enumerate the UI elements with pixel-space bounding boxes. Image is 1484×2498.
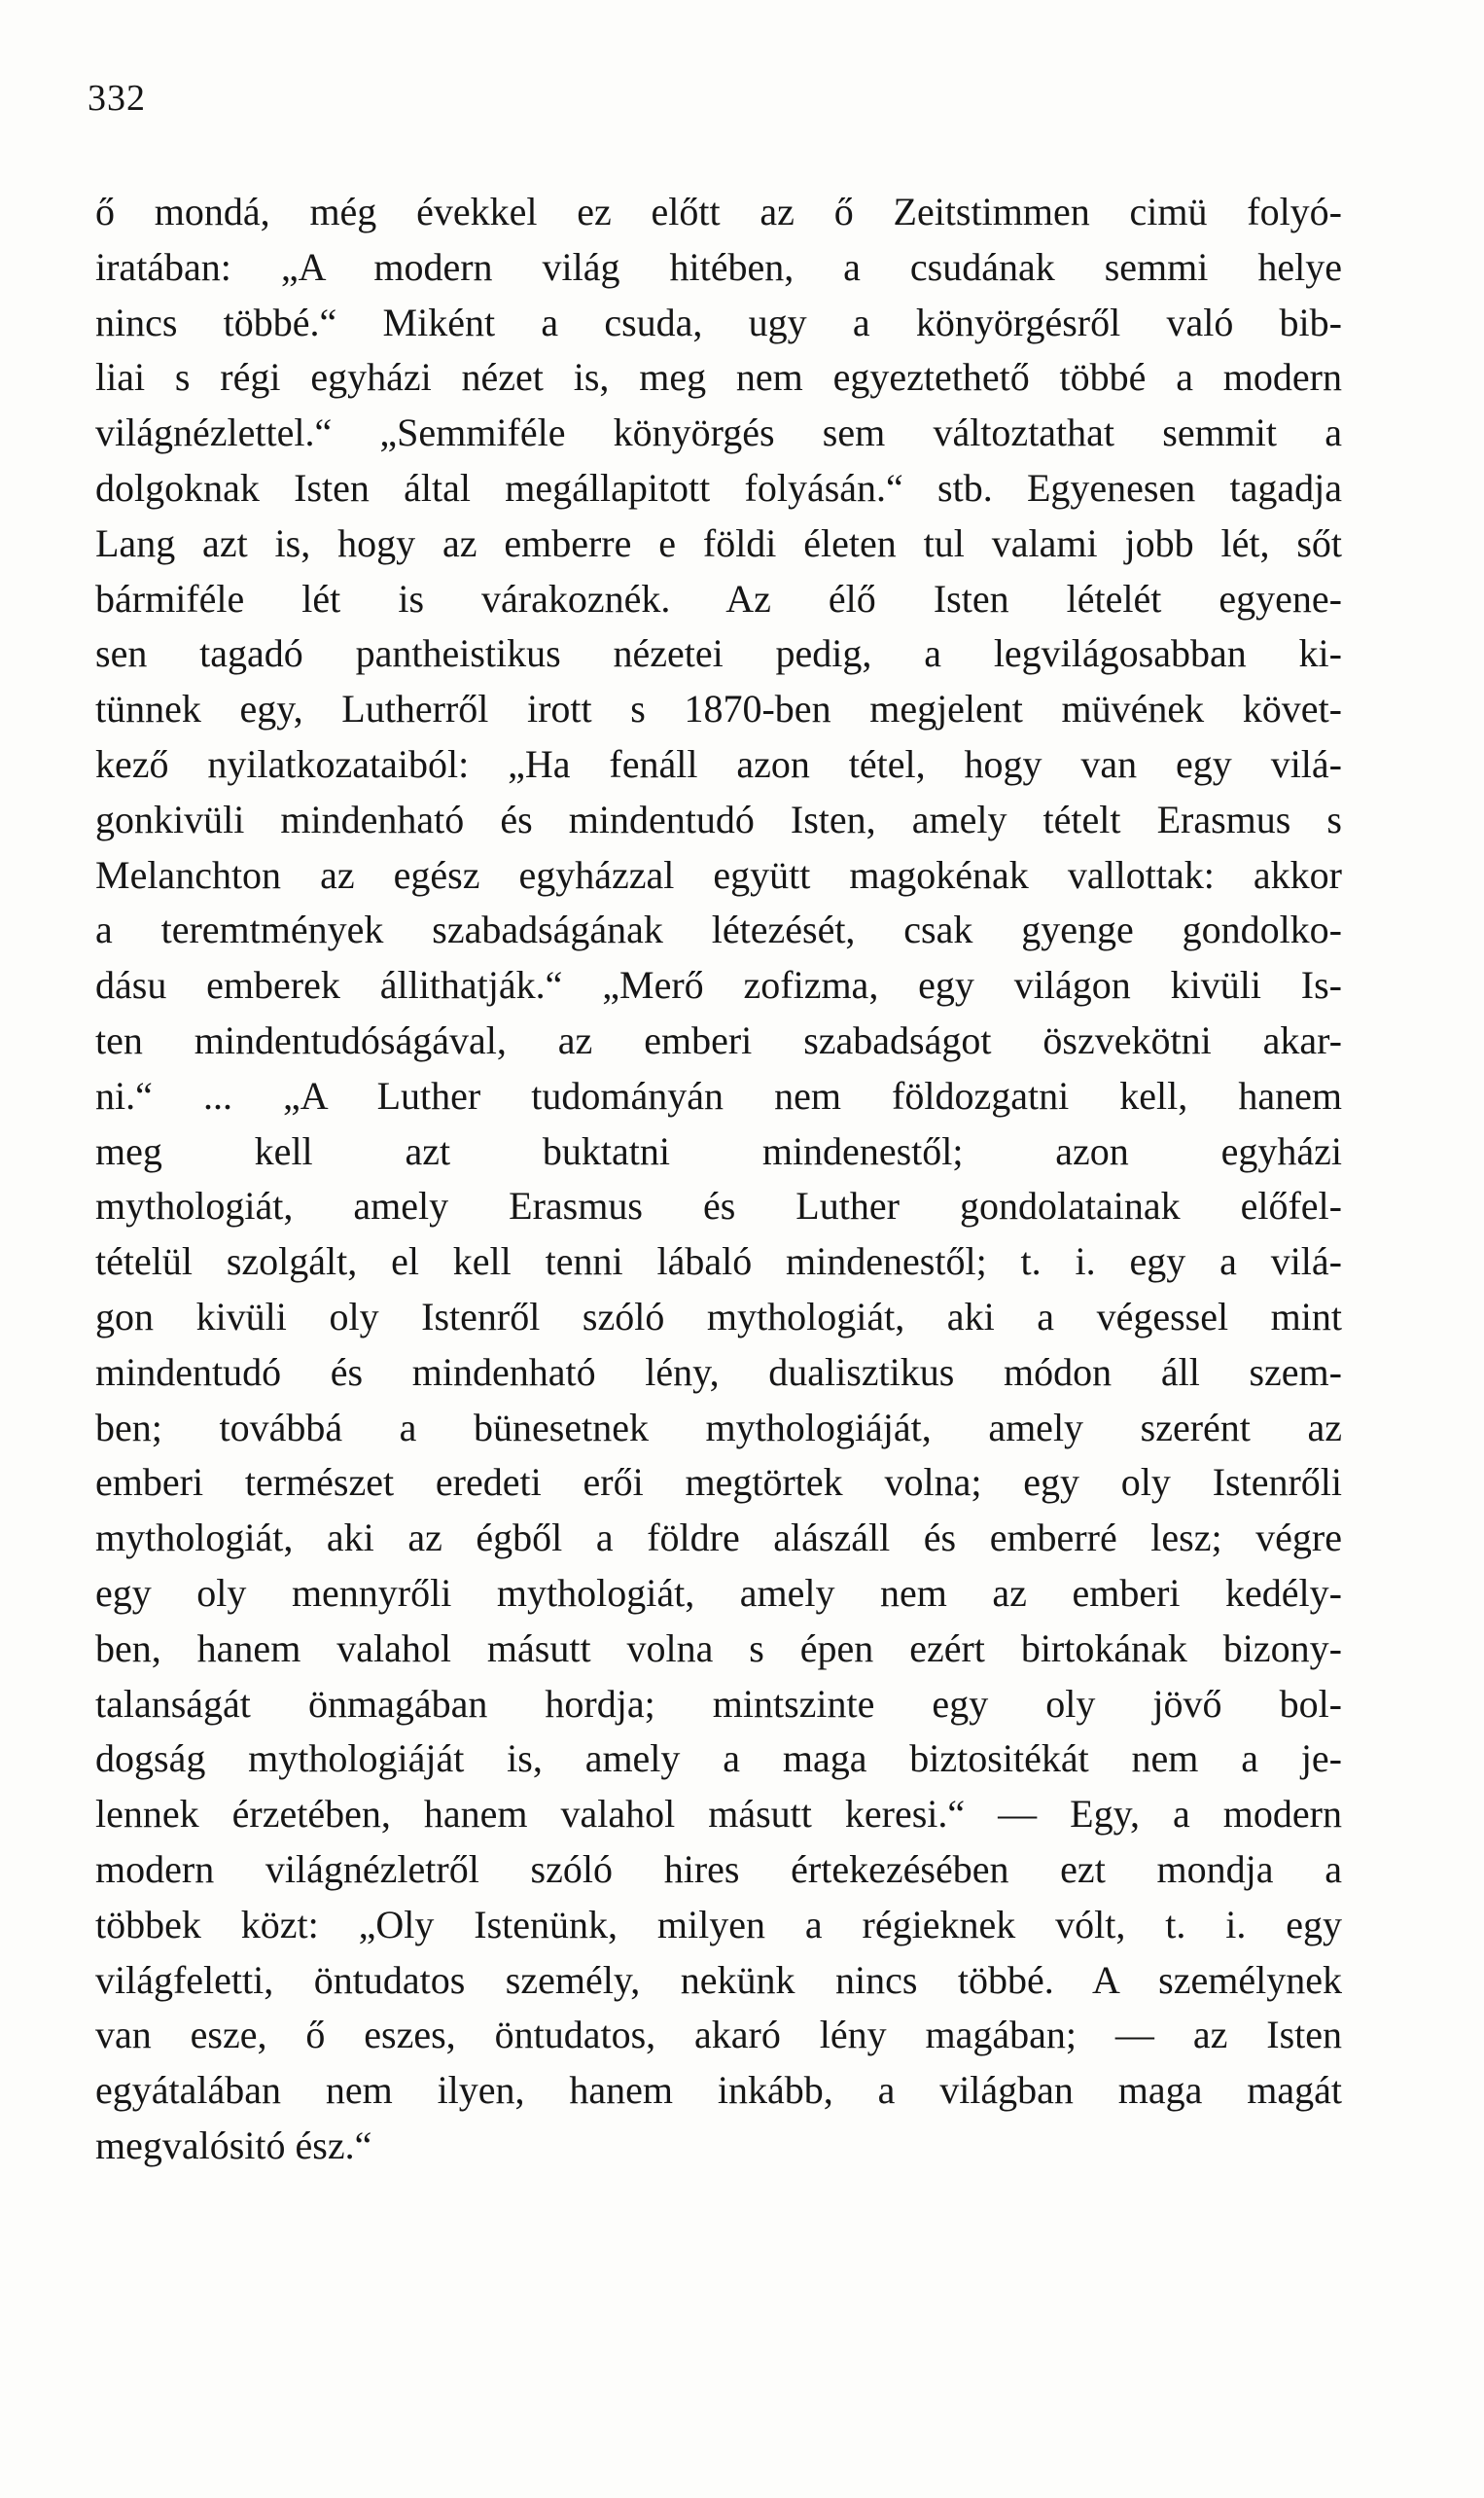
text-line: tételül szolgált, el kell tenni lábaló mindenestől; t. i. egy a vilá- (95, 1239, 1342, 1284)
text-line: iratában: „A modern világ hitében, a csudának semmi helye (95, 244, 1342, 289)
text-line: ben, hanem valahol másutt volna s épen ezért birtokának bizony- (95, 1625, 1342, 1670)
text-line: bármiféle lét is várakoznék. Az élő Isten lételét egyene- (95, 576, 1342, 621)
text-line: liai s régi egyházi nézet is, meg nem egyeztethető többé a modern (95, 355, 1342, 400)
text-line: dogság mythologiáját is, amely a maga biztositékát nem a je- (95, 1736, 1342, 1781)
text-line: Melanchton az egész egyházzal együtt magokénak vallottak: akkor (95, 852, 1342, 897)
text-line: emberi természet eredeti erői megtörtek volna; egy oly Istenrőli (95, 1460, 1342, 1505)
text-line: dásu emberek állithatják.“ „Merő zofizma, egy világon kivüli Is- (95, 963, 1342, 1008)
text-line: mindentudó és mindenható lény, dualisztikus módon áll szem- (95, 1349, 1342, 1394)
text-line: lennek érzetében, hanem valahol másutt keresi.“ — Egy, a modern (95, 1792, 1342, 1837)
text-line: ten mindentudóságával, az emberi szabadságot öszvekötni akar- (95, 1017, 1342, 1062)
text-line: ben; továbbá a bünesetnek mythologiáját, amely szerént az (95, 1405, 1342, 1449)
text-line: egyátalában nem ilyen, hanem inkább, a világban maga magát (95, 2068, 1342, 2113)
text-line: nincs többé.“ Miként a csuda, ugy a könyörgésről való bib- (95, 300, 1342, 344)
text-line: dolgoknak Isten által megállapitott folyásán.“ stb. Egyenesen tagadja (95, 465, 1342, 510)
text-line: a teremtmények szabadságának létezését, csak gyenge gondolko- (95, 908, 1342, 952)
text-line: tünnek egy, Lutherről irott s 1870-ben megjelent müvének követ- (95, 687, 1342, 732)
page-number: 332 (88, 78, 146, 119)
text-line: világnézlettel.“ „Semmiféle könyörgés sem változtathat semmit a (95, 410, 1342, 455)
text-line: egy oly mennyrőli mythologiát, amely nem az emberi kedély- (95, 1570, 1342, 1615)
text-line: ő mondá, még évekkel ez előtt az ő Zeitstimmen cimü folyó- (95, 190, 1342, 233)
text-line: világfeletti, öntudatos személy, nekünk nincs többé. A személynek (95, 1957, 1342, 2002)
text-line: mythologiát, amely Erasmus és Luther gondolatainak előfel- (95, 1184, 1342, 1229)
text-line: meg kell azt buktatni mindenestől; azon egyházi (95, 1128, 1342, 1173)
body-text (95, 185, 1342, 2174)
text-line: talanságát önmagában hordja; mintszinte egy oly jövő bol- (95, 1681, 1342, 1726)
text-line: megvalósitó ész.“ (95, 2123, 372, 2167)
text-line: többek közt: „Oly Istenünk, milyen a régieknek vólt, t. i. egy (95, 1902, 1342, 1946)
text-line: modern világnézletről szóló hires értekezésében ezt mondja a (95, 1846, 1342, 1891)
text-line: gonkivüli mindenható és mindentudó Isten, amely tételt Erasmus s (95, 797, 1342, 841)
text-line: van esze, ő eszes, öntudatos, akaró lény magában; — az Isten (95, 2013, 1342, 2057)
text-line: kező nyilatkozataiból: „Ha fenáll azon tétel, hogy van egy vilá- (95, 741, 1342, 786)
text-line: ni.“ ... „A Luther tudományán nem földozgatni kell, hanem (95, 1073, 1342, 1118)
text-line: sen tagadó pantheistikus nézetei pedig, a legvilágosabban ki- (95, 631, 1342, 676)
text-line: gon kivüli oly Istenről szóló mythologiát, aki a végessel mint (95, 1294, 1342, 1338)
text-line: mythologiát, aki az égből a földre alászáll és emberré lesz; végre (95, 1516, 1342, 1560)
text-line: Lang azt is, hogy az emberre e földi életen tul valami jobb lét, sőt (95, 520, 1342, 565)
